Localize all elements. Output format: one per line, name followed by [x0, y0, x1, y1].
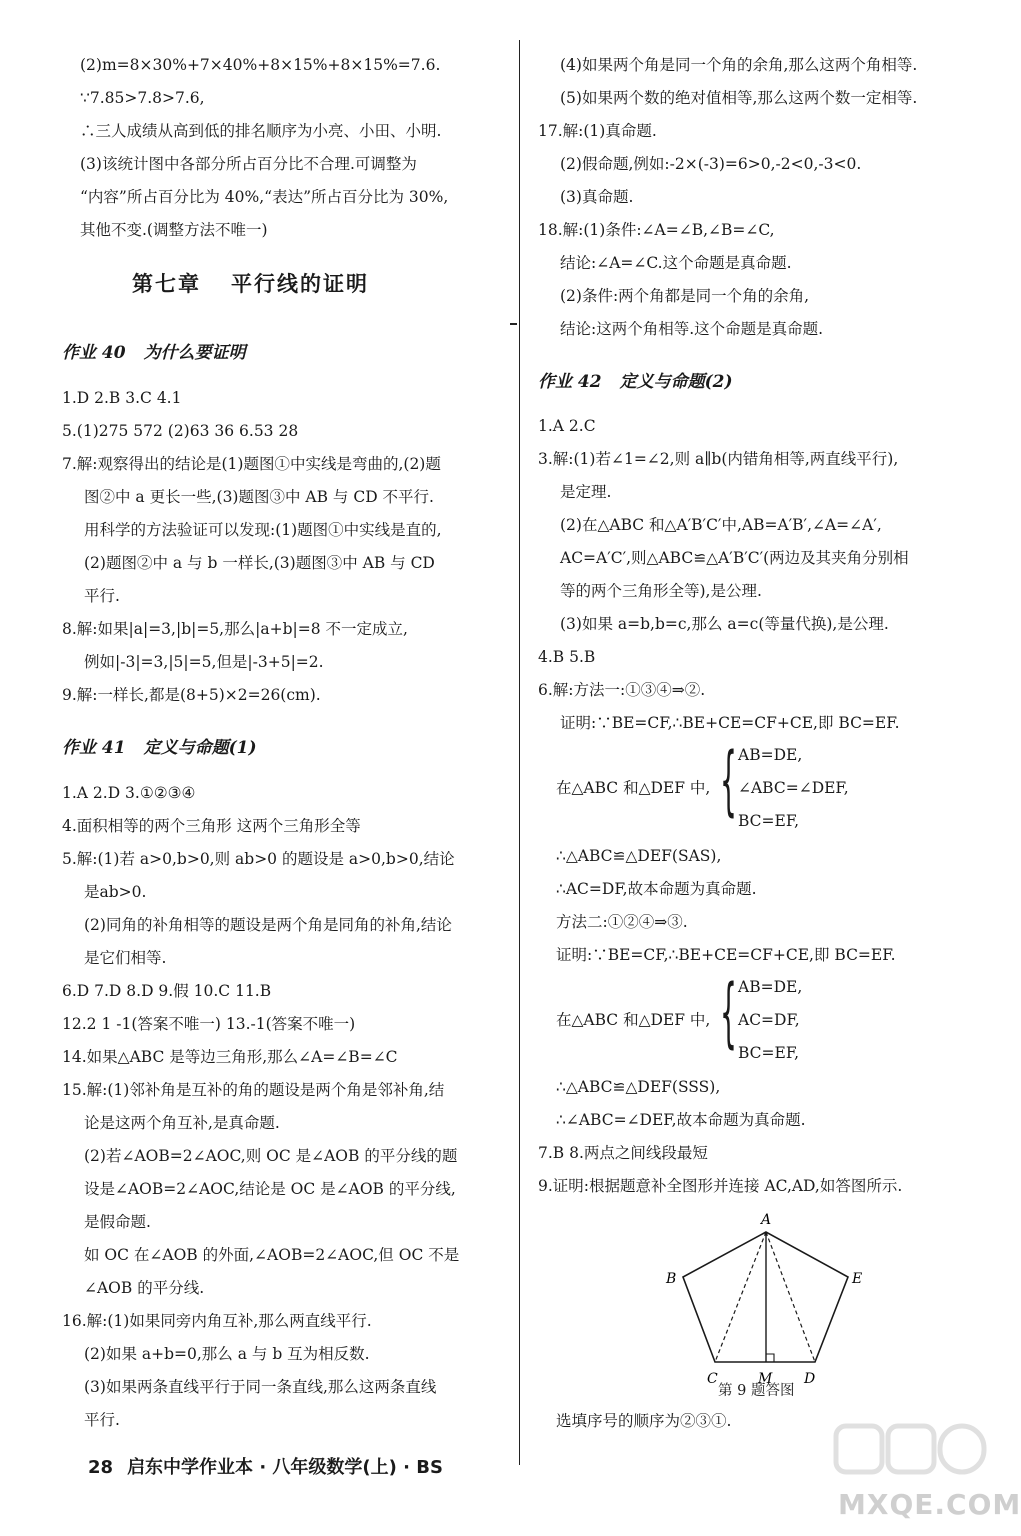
book-title: 启东中学作业本 · 八年级数学(上) · BS [127, 1457, 443, 1478]
left-brace: { [720, 967, 737, 1056]
text-line: 是ab>0. [84, 883, 147, 901]
text-line: 17.解:(1)真命题. [538, 122, 657, 140]
text-line: 1.A 2.C [538, 417, 596, 435]
text-line: (3)如果两条直线平行于同一条直线,那么这两条直线 [84, 1378, 437, 1396]
text-line: ∴△ABC≌△DEF(SAS), [556, 847, 722, 865]
text-line: 是定理. [560, 483, 612, 501]
page-number: 28 [88, 1457, 114, 1478]
text-line: 设是∠AOB=2∠AOC,结论是 OC 是∠AOB 的平分线, [84, 1180, 456, 1198]
margin-mark [510, 323, 517, 325]
text-line: 方法二:①②④⇒③. [556, 913, 688, 931]
text-line: ∴∠ABC=∠DEF,故本命题为真命题. [556, 1111, 806, 1129]
figure-caption: 第 9 题答图 [718, 1383, 795, 1399]
system-row: BC=EF, [738, 1044, 800, 1062]
text-line: 15.解:(1)邻补角是互补的角的题设是两个角是邻补角,结 [62, 1081, 445, 1099]
system-row: AB=DE, [738, 746, 803, 764]
text-line: (3)真命题. [560, 188, 634, 206]
text-line: ∴△ABC≌△DEF(SSS), [556, 1078, 721, 1096]
text-line: (2)m=8×30%+7×40%+8×15%+8×15%=7.6. [80, 56, 441, 74]
label-a: A [761, 1212, 772, 1228]
text-line: 例如|-3|=3,|5|=5,但是|-3+5|=2. [84, 653, 324, 671]
text-line: 6.解:方法一:①③④⇒②. [538, 681, 706, 699]
text-line: 5.(1)275 572 (2)63 36 6.53 28 [62, 422, 299, 440]
text-line: 证明:∵BE=CF,∴BE+CE=CF+CE,即 BC=EF. [560, 714, 900, 732]
text-line: 1.D 2.B 3.C 4.1 [62, 389, 182, 407]
label-m: M [758, 1371, 773, 1387]
text-line: ∴三人成绩从高到低的排名顺序为小亮、小田、小明. [80, 122, 442, 140]
text-line: (3)该统计图中各部分所占百分比不合理.可调整为 [80, 155, 417, 173]
pentagon-diagram [640, 1205, 880, 1400]
chapter-title: 平行线的证明 [231, 271, 369, 296]
text-line: 18.解:(1)条件:∠A=∠B,∠B=∠C, [538, 221, 775, 239]
text-line: ∵7.85>7.8>7.6, [80, 89, 205, 107]
text-line: AC=A′C′,则△ABC≌△A′B′C′(两边及其夹角分别相 [560, 549, 909, 567]
text-line: (2)如果 a+b=0,那么 a 与 b 互为相反数. [84, 1345, 370, 1363]
segment-ad [766, 1232, 815, 1362]
text-line: ∴AC=DF,故本命题为真命题. [556, 880, 757, 898]
homework-41-heading [62, 733, 257, 758]
system-lead: 在△ABC 和△DEF 中, [556, 1011, 711, 1029]
text-line: 选填序号的顺序为②③①. [556, 1412, 732, 1430]
text-line: 3.解:(1)若∠1=∠2,则 a∥b(内错角相等,两直线平行), [538, 450, 899, 468]
homework-title: 为什么要证明 [143, 343, 246, 363]
text-line: 证明:∵BE=CF,∴BE+CE=CF+CE,即 BC=EF. [556, 946, 896, 964]
text-line: 用科学的方法验证可以发现:(1)题图①中实线是直的, [84, 521, 442, 539]
text-line: 1.A 2.D 3.①②③④ [62, 784, 196, 802]
text-line: 平行. [84, 1411, 120, 1429]
system-row: AC=DF, [738, 1011, 800, 1029]
text-line: 是假命题. [84, 1213, 151, 1231]
chapter-heading [132, 268, 369, 298]
homework-number: 作业 41 [62, 738, 126, 758]
text-line: 14.如果△ABC 是等边三角形,那么∠A=∠B=∠C [62, 1048, 398, 1066]
text-line: 等的两个三角形全等),是公理. [560, 582, 762, 600]
text-line: 8.解:如果|a|=3,|b|=5,那么|a+b|=8 不一定成立, [62, 620, 408, 638]
text-line: 5.解:(1)若 a>0,b>0,则 ab>0 的题设是 a>0,b>0,结论 [62, 850, 455, 868]
text-line: 4.面积相等的两个三角形 这两个三角形全等 [62, 817, 361, 835]
pentagon-figure [640, 1205, 880, 1400]
system-lead: 在△ABC 和△DEF 中, [556, 779, 711, 797]
text-line: 如 OC 在∠AOB 的外面,∠AOB=2∠AOC,但 OC 不是 [84, 1246, 460, 1264]
system-row: ∠ABC=∠DEF, [738, 779, 849, 797]
homework-40-heading [62, 338, 246, 363]
homework-number: 作业 42 [538, 372, 602, 392]
text-line: 6.D 7.D 8.D 9.假 10.C 11.B [62, 982, 272, 1000]
text-line: 论是这两个角互补,是真命题. [84, 1114, 280, 1132]
homework-title: 定义与命题(1) [143, 738, 257, 758]
text-line: (2)若∠AOB=2∠AOC,则 OC 是∠AOB 的平分线的题 [84, 1147, 458, 1165]
text-line: 平行. [84, 587, 120, 605]
homework-42-heading [538, 367, 733, 392]
text-line: (2)题图②中 a 与 b 一样长,(3)题图③中 AB 与 CD [84, 554, 435, 572]
column-divider [519, 40, 520, 1465]
text-line: 图②中 a 更长一些,(3)题图③中 AB 与 CD 不平行. [84, 488, 434, 506]
chapter-number: 第七章 [132, 271, 201, 296]
watermark-text: MXQE.COM [838, 1488, 1021, 1521]
label-c: C [707, 1371, 718, 1387]
left-brace: { [720, 735, 737, 824]
text-line: (3)如果 a=b,b=c,那么 a=c(等量代换),是公理. [560, 615, 889, 633]
system-row: AB=DE, [738, 978, 803, 996]
text-line: 12.2 1 -1(答案不唯一) 13.-1(答案不唯一) [62, 1015, 356, 1033]
text-line: 9.证明:根据题意补全图形并连接 AC,AD,如答图所示. [538, 1177, 903, 1195]
segment-ac [715, 1232, 766, 1362]
text-line: (4)如果两个角是同一个角的余角,那么这两个角相等. [560, 56, 918, 74]
text-line: 7.解:观察得出的结论是(1)题图①中实线是弯曲的,(2)题 [62, 455, 441, 473]
text-line: 其他不变.(调整方法不唯一) [80, 221, 268, 239]
text-line: (2)条件:两个角都是同一个角的余角, [560, 287, 810, 305]
right-angle-mark [766, 1354, 774, 1362]
text-line: 7.B 8.两点之间线段最短 [538, 1144, 708, 1162]
text-line: 是它们相等. [84, 949, 167, 967]
label-b: B [666, 1271, 677, 1287]
text-line: 结论:∠A=∠C.这个命题是真命题. [560, 254, 792, 272]
system-row: BC=EF, [738, 812, 800, 830]
text-line: (5)如果两个数的绝对值相等,那么这两个数一定相等. [560, 89, 918, 107]
label-d: D [804, 1371, 816, 1387]
text-line: 9.解:一样长,都是(8+5)×2=26(cm). [62, 686, 321, 704]
text-line: 4.B 5.B [538, 648, 596, 666]
text-line: (2)假命题,例如:-2×(-3)=6>0,-2<0,-3<0. [560, 155, 862, 173]
text-line: (2)同角的补角相等的题设是两个角是同角的补角,结论 [84, 916, 452, 934]
homework-title: 定义与命题(2) [619, 372, 733, 392]
text-line: 16.解:(1)如果同旁内角互补,那么两直线平行. [62, 1312, 372, 1330]
text-line: 结论:这两个角相等.这个命题是真命题. [560, 320, 824, 338]
text-line: (2)在△ABC 和△A′B′C′中,AB=A′B′,∠A=∠A′, [560, 516, 882, 534]
text-line: “内容”所占百分比为 40%,“表达”所占百分比为 30%, [80, 188, 449, 206]
page-footer [88, 1453, 443, 1479]
label-e: E [852, 1271, 863, 1287]
homework-number: 作业 40 [62, 343, 126, 363]
text-line: ∠AOB 的平分线. [84, 1279, 205, 1297]
